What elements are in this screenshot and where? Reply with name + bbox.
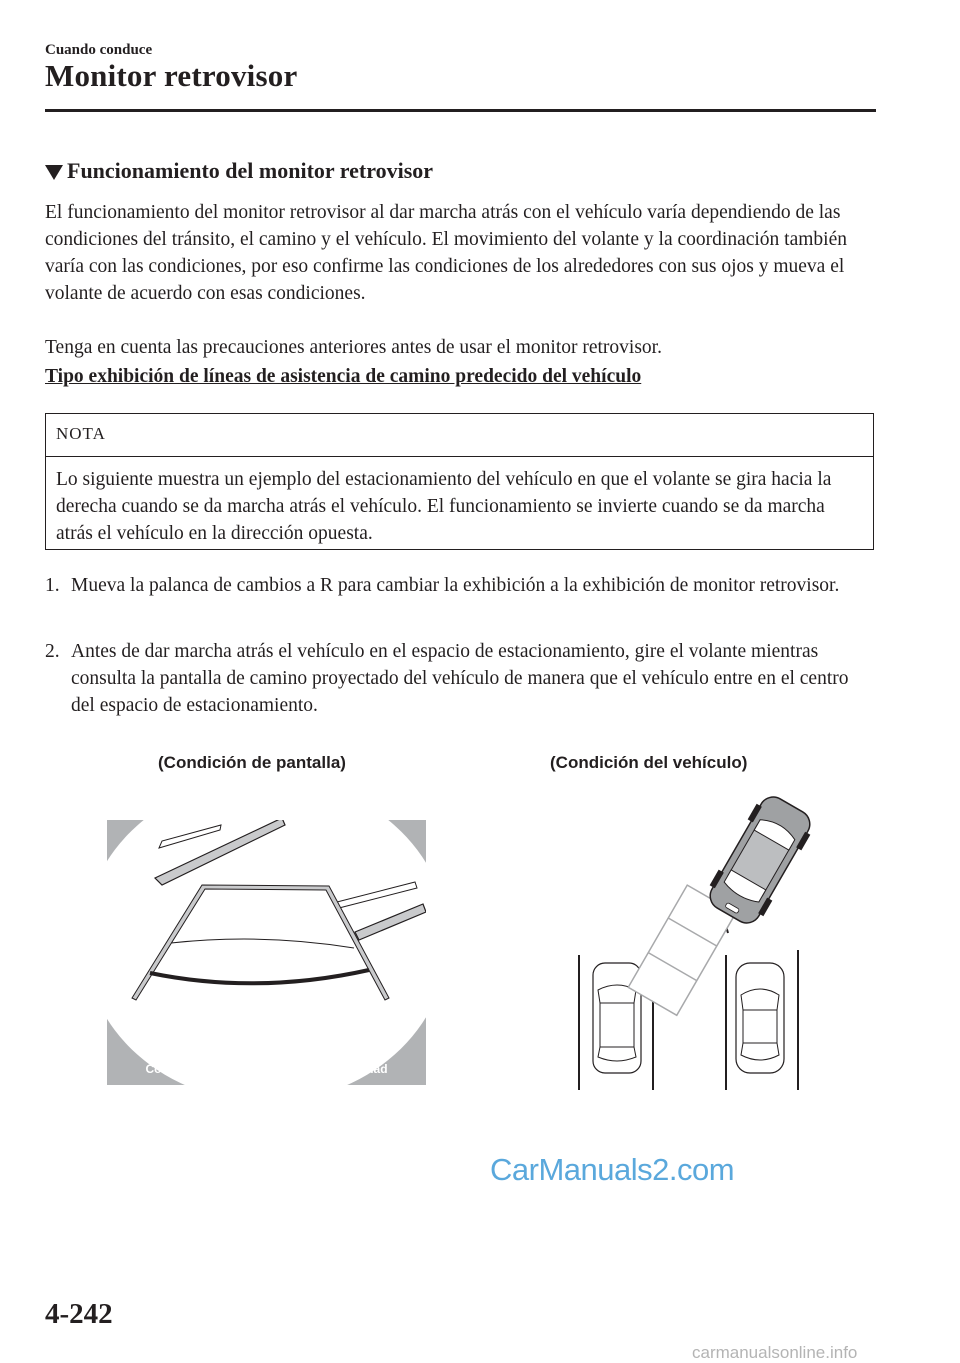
note-label: NOTA [56, 424, 106, 443]
vehicle-condition-illustration [560, 785, 820, 1095]
note-body: Lo siguiente muestra un ejemplo del estacionamiento del vehículo en que el volante se gira hacia la derecha cuando se da marcha atrás el vehículo. El funcionamiento se invierte cuando se da marcha atrás el vehículo en la dirección opuesta. [56, 469, 832, 544]
intro-paragraph: El funcionamiento del monitor retrovisor al dar marcha atrás con el vehículo varía dependiendo de las condiciones del tránsito, el camino y el vehículo. El movimiento del volante y la coordinación también varía con las condiciones, por eso confirme las condiciones de los alrededores con sus ojos y mueva el volante de acuerdo con esas condiciones. [45, 202, 847, 304]
title-divider [45, 109, 876, 112]
step-number: 1. [45, 575, 60, 596]
chapter-label: Cuando conduce [45, 42, 153, 58]
camera-view-area [107, 820, 426, 1085]
section-heading-text: Funcionamiento del monitor retrovisor [67, 158, 434, 183]
step-number: 2. [45, 641, 60, 662]
page-title: Monitor retrovisor [45, 58, 298, 93]
step-2 [45, 638, 875, 719]
reversing-car [702, 790, 819, 930]
screen-safety-message: Compruebe los alrededores por seguridad [145, 1062, 388, 1076]
rear-camera-screen-illustration [107, 820, 426, 1085]
step-text: Antes de dar marcha atrás el vehículo en el espacio de estacionamiento, gire el volante mientras consulta la pantalla de camino proyectado del vehículo de manera que el vehículo entre en el centro del espacio de estacionamiento. [71, 641, 849, 716]
note-divider [46, 456, 873, 457]
note-box [45, 413, 874, 550]
caption-vehicle-condition: (Condición del vehículo) [550, 753, 748, 772]
caption-screen-condition: (Condición de pantalla) [158, 753, 346, 772]
step-text: Mueva la palanca de cambios a R para cambiar la exhibición a la exhibición de monitor retrovisor. [71, 575, 840, 596]
triangle-bullet-icon [45, 165, 63, 180]
subsection-heading: Tipo exhibición de líneas de asistencia de camino predecido del vehículo [45, 366, 642, 387]
precaution-paragraph: Tenga en cuenta las precauciones anteriores antes de usar el monitor retrovisor. [45, 337, 662, 358]
watermark-carmanuals: CarManuals2.com [490, 1152, 735, 1187]
page-number: 4-242 [45, 1298, 113, 1330]
watermark-carmanualsonline: carmanualsonline.info [692, 1343, 858, 1362]
step-1 [45, 572, 875, 599]
section-heading [45, 158, 433, 184]
parked-car-right [736, 963, 784, 1073]
